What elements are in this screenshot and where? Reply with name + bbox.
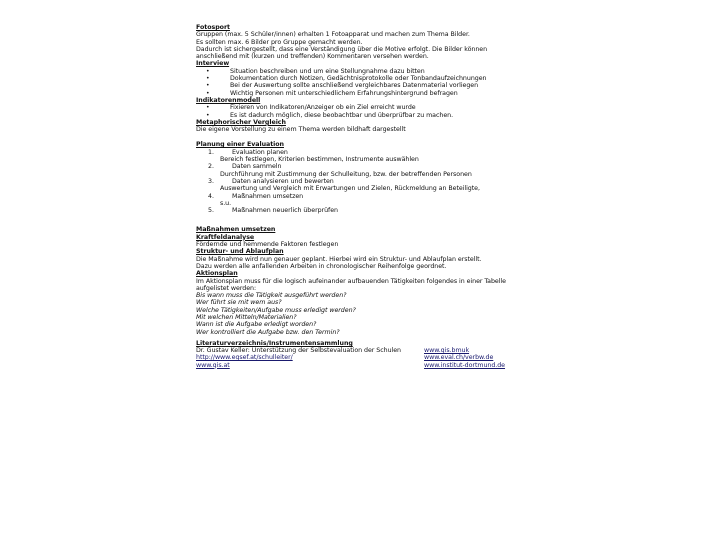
question-line: Wann ist die Aufgabe erledigt worden? <box>196 321 317 329</box>
numbered-item: 3. Daten analysieren und bewerten <box>208 177 334 185</box>
bullet-item: • Wichtig Personen mit unterschiedlichem Erfahrungshintergrund befragen <box>206 89 458 97</box>
literature-reference: Dr. Gustav Keller: Unterstützung der Selbstevaluation der Schulen <box>196 347 401 355</box>
document-page <box>196 24 516 369</box>
text-line: anschließend mit (kurzen und treffenden) Kommentaren versehen werden. <box>196 53 429 61</box>
bullet-icon: • <box>206 82 210 90</box>
bullet-icon: • <box>206 111 210 119</box>
numbered-item-detail: s.u. <box>220 199 232 207</box>
question-line: Mit welchen Mitteln/Materialien? <box>196 313 297 321</box>
text-line: Die Maßnahme wird nun genauer geplant. Hierbei wird ein Struktur- und Ablaufplan erstellt. <box>196 255 482 263</box>
bullet-item: • Situation beschreiben und um eine Stellungnahme dazu bitten <box>206 67 425 75</box>
literature-link[interactable]: http://www.egsef.at/schulleiter/ <box>196 354 293 362</box>
question-line: Wer führt sie mit wem aus? <box>196 299 282 307</box>
bullet-icon: • <box>206 89 210 97</box>
numbered-item: 1. Evaluation planen <box>208 148 288 156</box>
bullet-item: • Dokumentation durch Notizen, Gedächtnisprotokolle oder Tonbandaufzeichnungen <box>206 75 487 83</box>
literature-link[interactable]: www.institut-dortmund.de <box>424 361 506 369</box>
bullet-icon: • <box>206 67 210 75</box>
numbered-item: 5. Maßnahmen neuerlich überprüfen <box>208 207 338 215</box>
literature-row <box>196 347 516 354</box>
text-line: Die eigene Vorstellung zu einem Thema werden bildhaft dargestellt <box>196 126 406 134</box>
text-line: Es sollten max. 6 Bilder pro Gruppe gemacht werden. <box>196 38 363 46</box>
numbered-item-detail: Durchführung mit Zustimmung der Schulleitung, bzw. der betreffenden Personen <box>220 170 472 178</box>
bullet-item: • Es ist dadurch möglich, diese beobachtbar und überprüfbar zu machen. <box>206 111 454 119</box>
text-line: Dazu werden alle anfallenden Arbeiten in chronologischer Reihenfolge geordnet. <box>196 262 447 270</box>
numbered-item: 4. Maßnahmen umsetzen <box>208 192 304 200</box>
text-line: Dadurch ist sichergestellt, dass eine Verständigung über die Motive erfolgt. Die Bilder können <box>196 45 488 53</box>
literature-row <box>196 354 516 361</box>
literature-link[interactable]: www.qis.at <box>196 361 230 369</box>
heading-fotosport: Fotosport <box>196 24 230 31</box>
numbered-item: 2. Daten sammeln <box>208 163 282 171</box>
text-line: aufgelistet werden: <box>196 284 257 292</box>
heading-massnahmen: Maßnahmen umsetzen <box>196 226 276 234</box>
bullet-icon: • <box>206 104 210 112</box>
question-line: Bis wann muss die Tätigkeit ausgeführt werden? <box>196 292 347 300</box>
text-line: Im Aktionsplan muss für die logisch aufeinander aufbauenden Tätigkeiten folgendes in einer Tabelle <box>196 277 506 285</box>
heading-literatur: Literaturverzeichnis/Instrumentensammlung <box>196 339 353 347</box>
heading-metaphorischer-vergleich: Metaphorischer Vergleich <box>196 118 286 126</box>
heading-kraftfeldanalyse: Kraftfeldanalyse <box>196 233 255 241</box>
heading-aktionsplan: Aktionsplan <box>196 270 238 278</box>
numbered-item-detail: Bereich festlegen, Kriterien bestimmen, Instrumente auswählen <box>220 156 419 164</box>
literature-link[interactable]: www.qis.bmuk <box>424 347 470 355</box>
question-line: Welche Tätigkeiten/Aufgabe muss erledigt werden? <box>196 306 356 314</box>
text-line: Gruppen (max. 5 Schüler/innen) erhalten 1 Fotoapparat und machen zum Thema Bilder. <box>196 31 470 39</box>
heading-struktur-ablaufplan: Struktur- und Ablaufplan <box>196 248 284 256</box>
numbered-item-detail: Auswertung und Vergleich mit Erwartungen und Zielen, Rückmeldung an Beteiligte, <box>220 185 480 193</box>
bullet-item: • Bei der Auswertung sollte anschließend vergleichbares Datenmaterial vorliegen <box>206 82 479 90</box>
heading-planung: Planung einer Evaluation <box>196 141 284 149</box>
question-line: Wer kontrolliert die Aufgabe bzw. den Termin? <box>196 328 340 336</box>
bullet-item: • Fixieren von Indikatoren/Anzeiger ob ein Ziel erreicht wurde <box>206 104 416 112</box>
heading-indikatorenmodell: Indikatorenmodell <box>196 96 261 104</box>
text-line: Fördernde und hemmende Faktoren festlegen <box>196 241 339 249</box>
literature-row <box>196 362 516 369</box>
literature-link[interactable]: www.eval.ch/verbw.de <box>424 354 494 362</box>
bullet-icon: • <box>206 75 210 83</box>
heading-interview: Interview <box>196 60 230 68</box>
